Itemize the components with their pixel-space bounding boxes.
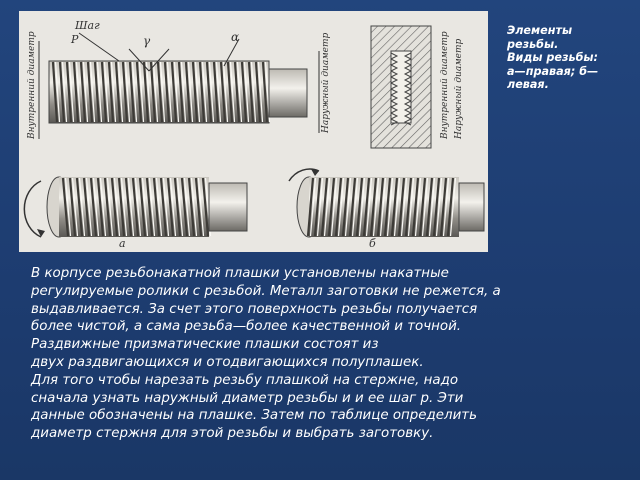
left-hand-thread-rod [289, 169, 484, 237]
step-label: Шаг [75, 19, 100, 32]
inner-diameter-label: Внутренний диаметр [27, 31, 37, 139]
caption-line: резьбы. [507, 37, 559, 51]
gamma-label: γ [143, 34, 151, 48]
body-text [31, 265, 611, 443]
inner-diameter-label-section: Внутренний диаметр [440, 31, 450, 139]
text-line: Для того чтобы нарезать резьбу плашкой на стержне, надо [31, 372, 459, 388]
caption-line: Виды резьбы: [507, 51, 598, 64]
text-line: данные обозначены на плашке. Затем по таблице определить [31, 408, 477, 424]
thread-section-view [371, 26, 431, 148]
text-line: диаметр стержня для этой резьбы и выбрать заготовку. [31, 426, 434, 442]
pitch-label: P [71, 33, 79, 46]
text-line: Раздвижные призматические плашки состоят из [31, 337, 379, 353]
caption-line: а—правая; б— [507, 64, 599, 78]
top-threaded-rod [49, 61, 307, 123]
text-line: сначала узнать наружный диаметр резьбы и и ее шаг р. Эти [31, 390, 464, 406]
thread-elements-illustration [19, 11, 488, 252]
text-line: регулируемые ролики с резьбой. Металл заготовки не режется, а [31, 283, 501, 299]
text-line: двух раздвигающихся и отодвигающихся полуплашек. [31, 354, 424, 370]
alpha-label: α [231, 30, 240, 44]
text-line: более чистой, а сама резьба—более качественной и точной. [31, 319, 462, 335]
text-line: В корпусе резьбонакатной плашки установлены накатные [31, 266, 449, 281]
right-hand-thread-rod [24, 177, 247, 237]
text-line: выдавливается. За счет этого поверхность резьбы получается [31, 301, 478, 317]
variant-a-label: а [119, 237, 126, 250]
figure-caption [507, 24, 632, 92]
caption-line: левая. [507, 78, 549, 91]
outer-diameter-label-section: Наружный диаметр [454, 38, 464, 139]
variant-b-label: б [369, 237, 376, 250]
thread-diagram [19, 11, 488, 252]
caption-line: Элементы [507, 24, 573, 37]
outer-diameter-label: Наружный диаметр [321, 32, 331, 133]
